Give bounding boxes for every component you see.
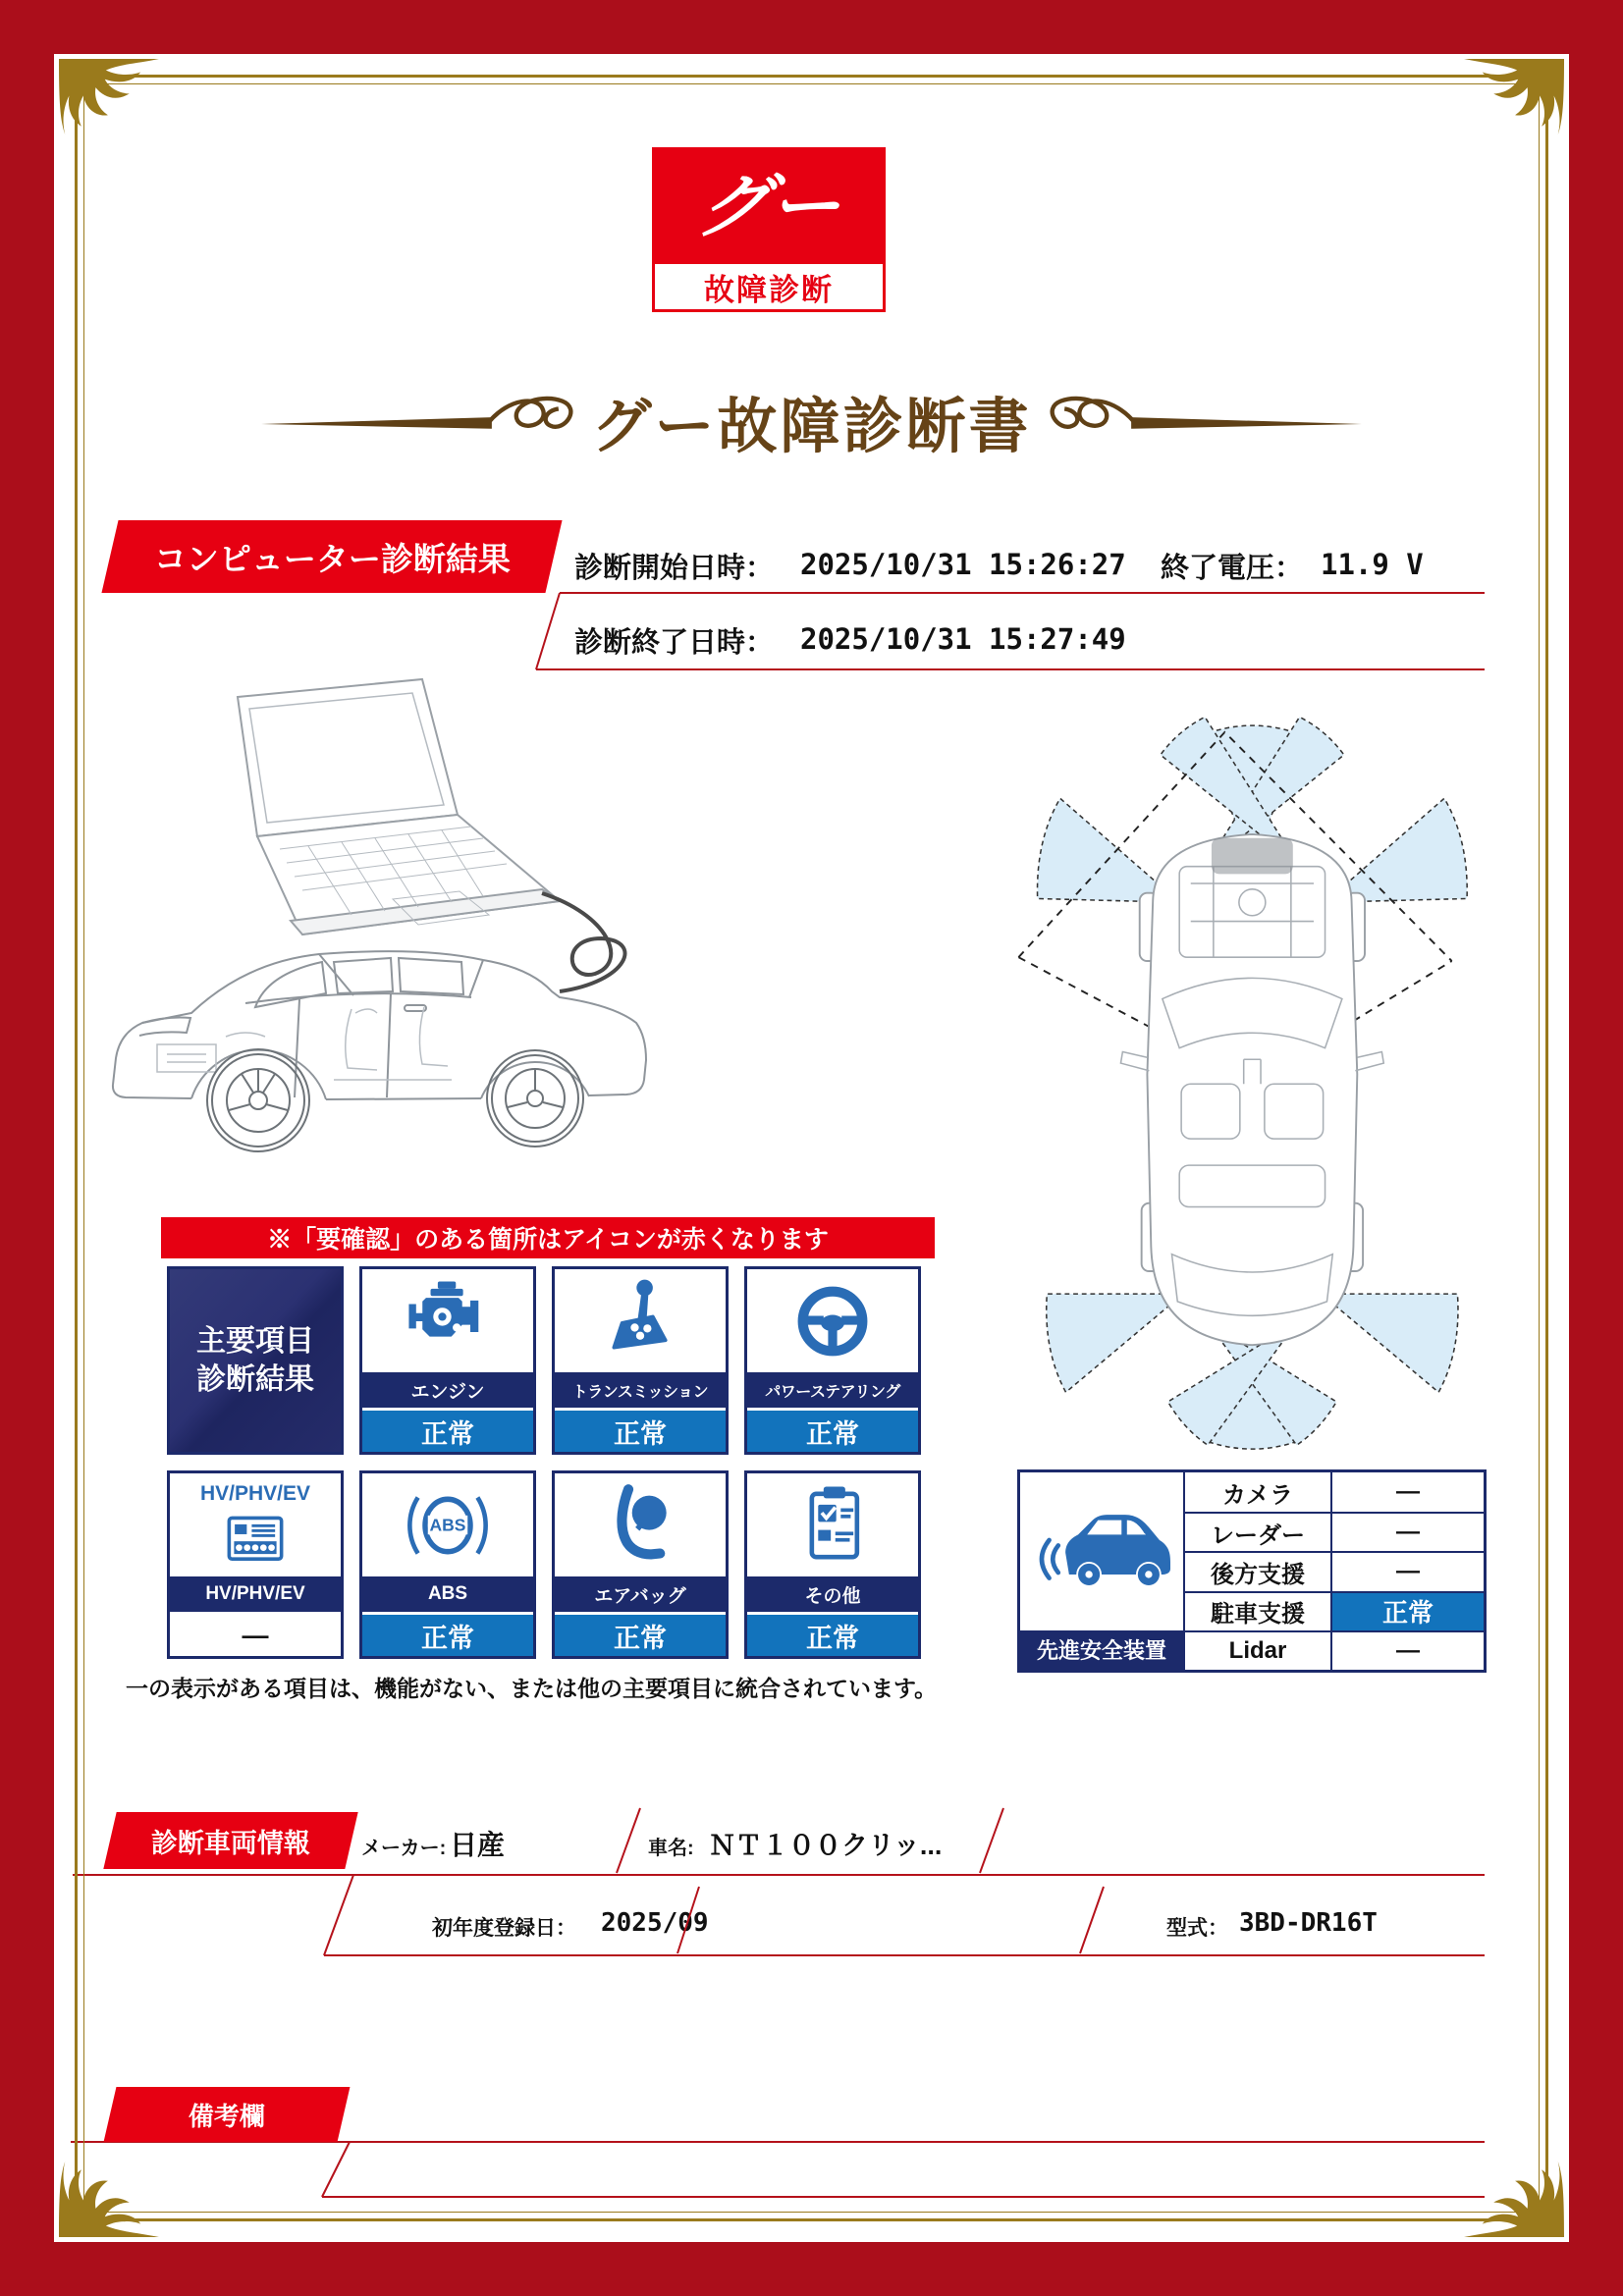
sensor-coverage-topview-illustration <box>1001 677 1522 1453</box>
maker-label: メーカー: <box>361 1838 447 1859</box>
computer-diagnosis-banner-text: コンピューター診断結果 <box>153 540 511 577</box>
end-datetime-label: 診断終了日時： <box>574 627 775 659</box>
page-title: グー故障診断書 <box>591 393 1032 459</box>
diagnosis-item-label: トランスミッション <box>555 1372 726 1408</box>
corner-ornament-bottom-right <box>1462 2135 1564 2237</box>
goo-logo-sub-text: 故障診断 <box>704 272 834 307</box>
title-ornament-right <box>1038 387 1362 457</box>
safety-row-label: Lidar <box>1183 1630 1330 1670</box>
end-voltage-label: 終了電圧： <box>1161 553 1304 584</box>
remarks-banner <box>104 2087 351 2142</box>
goo-logo <box>652 147 886 312</box>
safety-row-value: 正常 <box>1330 1591 1484 1630</box>
car-name-label: 車名: <box>648 1838 694 1859</box>
safety-row-label: カメラ <box>1183 1472 1330 1512</box>
diagnosis-item-hv <box>167 1470 344 1659</box>
model-code-value: 3BD-DR16T <box>1239 1908 1378 1938</box>
abs-icon-text: ABS <box>429 1515 466 1535</box>
diagnosis-item-label: エアバッグ <box>555 1576 726 1612</box>
start-datetime-label: 診断開始日時： <box>574 553 775 584</box>
title-row <box>88 379 1535 464</box>
safety-row-value: — <box>1330 1472 1484 1512</box>
engine-icon <box>362 1269 533 1372</box>
remarks-banner-text: 備考欄 <box>188 2101 265 2131</box>
first-registration-value: 2025/09 <box>601 1908 709 1938</box>
start-datetime-value: 2025/10/31 15:26:27 <box>800 548 1126 581</box>
header-line1: 主要項目 <box>196 1325 314 1358</box>
corner-ornament-top-left <box>59 59 161 161</box>
goo-logo-red-box <box>655 150 883 264</box>
maker-value: 日産 <box>450 1830 506 1860</box>
hv-icon-caption: HV/PHV/EV <box>199 1481 311 1505</box>
model-code-label: 型式： <box>1166 1917 1228 1940</box>
diagnosis-item-engine <box>359 1266 536 1455</box>
safety-car-icon <box>1020 1472 1183 1630</box>
status-badge: 正常 <box>362 1612 533 1656</box>
safety-row-value: — <box>1330 1630 1484 1670</box>
diagnosis-item-label: パワーステアリング <box>747 1372 918 1408</box>
obd-laptop-car-illustration <box>98 667 658 1188</box>
grid-footnote: 一の表示がある項目は、機能がない、または他の主要項目に統合されています。 <box>126 1676 938 1701</box>
diagnosis-item-abs <box>359 1470 536 1659</box>
header-line2: 診断結果 <box>196 1363 314 1396</box>
safety-device-table <box>1017 1469 1487 1673</box>
diagnosis-item-other <box>744 1470 921 1659</box>
vehicle-info-banner <box>103 1812 357 1869</box>
steering-wheel-icon <box>747 1269 918 1372</box>
first-registration-label: 初年度登録日： <box>432 1917 576 1940</box>
abs-icon <box>362 1473 533 1576</box>
hv-battery-icon <box>170 1473 341 1576</box>
transmission-icon <box>555 1269 726 1372</box>
title-ornament-left <box>261 387 585 457</box>
status-badge: 正常 <box>747 1612 918 1656</box>
safety-row-value: — <box>1330 1512 1484 1551</box>
diagnosis-item-label: HV/PHV/EV <box>170 1576 341 1612</box>
main-results-header-box <box>167 1266 344 1455</box>
status-badge: 正常 <box>362 1408 533 1452</box>
status-badge: 正常 <box>555 1408 726 1452</box>
status-badge: 正常 <box>555 1612 726 1656</box>
alert-bar <box>161 1217 935 1258</box>
diagnosis-item-label: その他 <box>747 1576 918 1612</box>
vehicle-info-banner-text: 診断車両情報 <box>151 1828 310 1858</box>
corner-ornament-top-right <box>1462 59 1564 161</box>
safety-row-label: 駐車支援 <box>1183 1591 1330 1630</box>
safety-row-value: — <box>1330 1551 1484 1590</box>
safety-row-label: レーダー <box>1183 1512 1330 1551</box>
goo-logo-brand-text: グー <box>692 168 845 246</box>
clipboard-check-icon <box>747 1473 918 1576</box>
airbag-icon <box>555 1473 726 1576</box>
alert-bar-text: ※「要確認」のある箇所はアイコンが赤くなります <box>267 1226 829 1254</box>
end-voltage-value: 11.9 V <box>1321 548 1424 581</box>
corner-ornament-bottom-left <box>59 2135 161 2237</box>
diagnosis-item-airbag <box>552 1470 729 1659</box>
status-badge: 正常 <box>747 1408 918 1452</box>
safety-table-title: 先進安全装置 <box>1020 1630 1183 1670</box>
status-badge: — <box>170 1612 341 1656</box>
diagnosis-item-label: エンジン <box>362 1372 533 1408</box>
safety-row-label: 後方支援 <box>1183 1551 1330 1590</box>
diagnosis-item-label: ABS <box>362 1576 533 1612</box>
goo-logo-sub-box <box>655 264 883 309</box>
car-name-value: ＮＴ１００クリッ... <box>709 1831 943 1860</box>
diagnosis-item-transmission <box>552 1266 729 1455</box>
diagnosis-item-power-steering <box>744 1266 921 1455</box>
end-datetime-value: 2025/10/31 15:27:49 <box>800 622 1126 656</box>
computer-diagnosis-banner <box>101 520 562 593</box>
